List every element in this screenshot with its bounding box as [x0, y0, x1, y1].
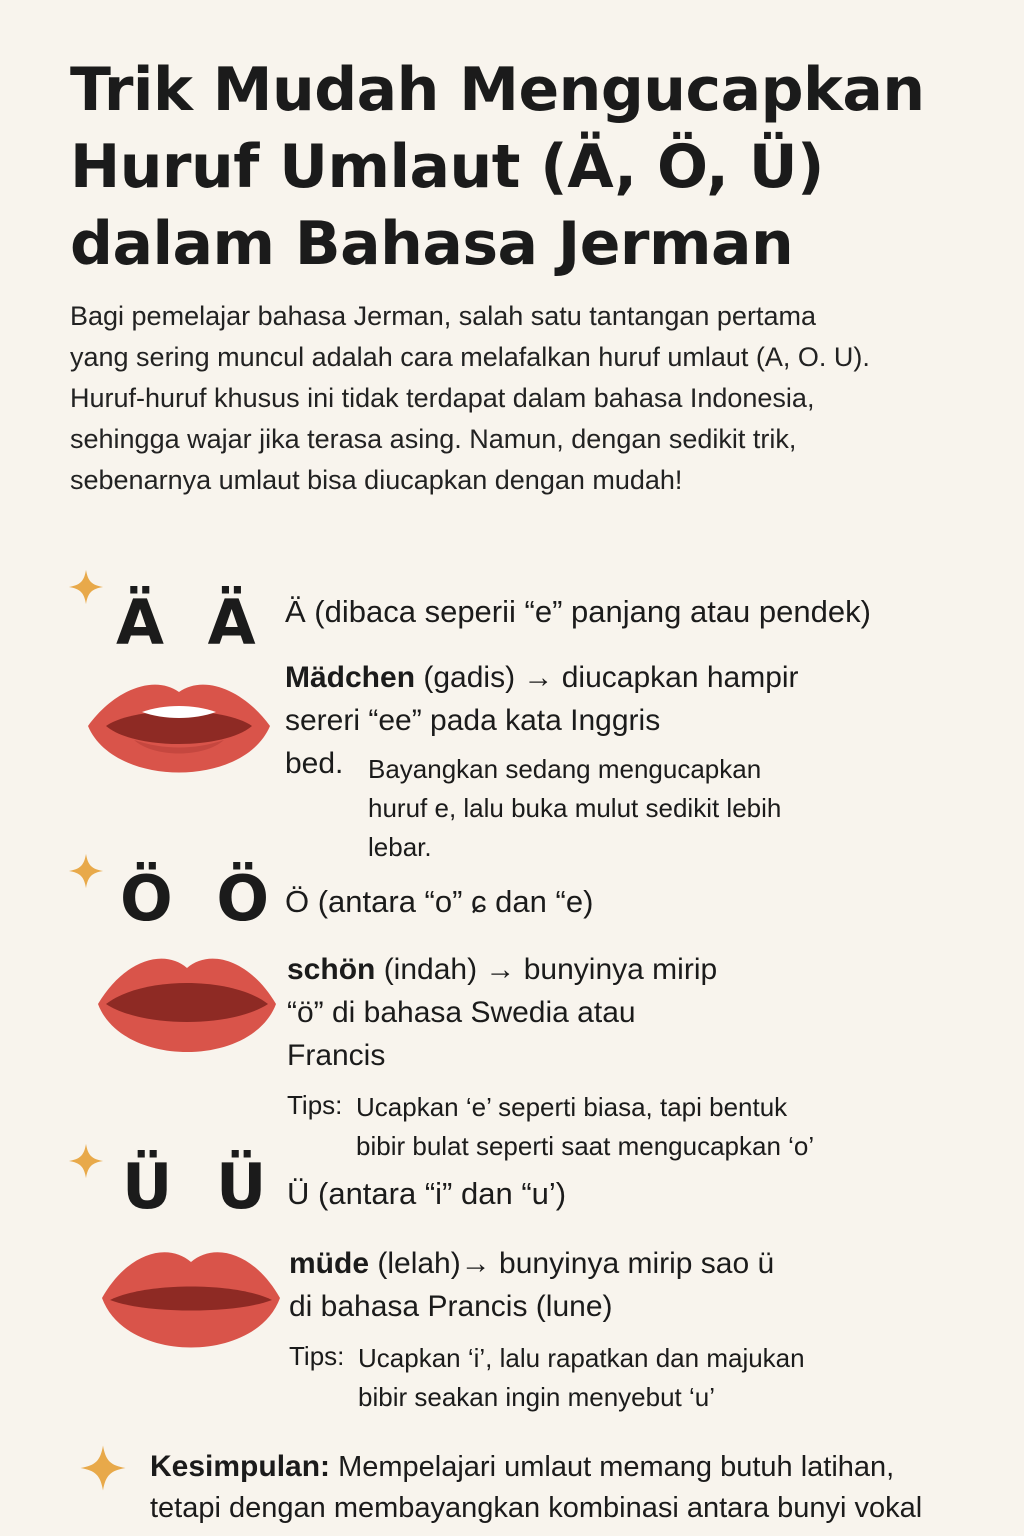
- sparkle-icon: [67, 568, 105, 606]
- letter-pair-o: [120, 862, 289, 935]
- title-line-2: Huruf Umlaut (Ä, Ö, Ü): [70, 132, 824, 202]
- example-line: Francis: [287, 1039, 386, 1072]
- section-heading-o: Ö (antara “o” ɕ dan “e): [285, 884, 594, 919]
- intro-line: sebenarnya umlaut bisa diucapkan dengan mudah!: [70, 465, 683, 495]
- title-line-3: dalam Bahasa Jerman: [70, 209, 794, 279]
- umlaut-letter: Ä: [116, 586, 166, 659]
- conclusion-text: Mempelajari umlaut memang butuh latihan,: [330, 1451, 895, 1483]
- tip-line: bibir bulat seperti saat mengucapkan ‘o’: [356, 1131, 815, 1161]
- conclusion: [150, 1446, 1010, 1529]
- example-line: bed.: [285, 747, 344, 780]
- example-rest: (gadis) → diucapkan hampir: [415, 661, 799, 694]
- lips-icon: [92, 946, 282, 1066]
- conclusion-line: [150, 1446, 1010, 1488]
- example-line: [287, 948, 717, 991]
- example-line: di bahasa Prancis (lune): [289, 1290, 613, 1323]
- example-line: [289, 1242, 774, 1285]
- intro-paragraph: [70, 296, 1000, 501]
- tip-text-o: [356, 1088, 814, 1166]
- section-heading-a: Ä (dibaca seperii “e” panjang atau pendek): [285, 594, 871, 629]
- intro-line: Bagi pemelajar bahasa Jerman, salah satu tantangan pertama: [70, 301, 816, 331]
- example-line: [285, 656, 799, 699]
- example-rest: (indah) → bunyinya mirip: [375, 953, 718, 986]
- tips-label: Tips:: [287, 1090, 343, 1120]
- conclusion-label: Kesimpulan:: [150, 1450, 331, 1483]
- tip-text-a: [368, 750, 781, 867]
- umlaut-letter: Ä: [207, 586, 258, 659]
- intro-line: sehingga wajar jika terasa asing. Namun, dengan sedikit trik,: [70, 424, 797, 454]
- umlaut-letter: Ö: [216, 862, 272, 935]
- tip-line: Ucapkan ‘i’, lalu rapatkan dan majukan: [358, 1343, 805, 1373]
- example-word: schön: [287, 953, 376, 986]
- sparkle-icon: [67, 1142, 105, 1180]
- conclusion-line: tetapi dengan membayangkan kombinasi antara bunyi vokal: [150, 1492, 923, 1524]
- tip-line: huruf e, lalu buka mulut sedikit lebih: [368, 793, 782, 823]
- example-line: “ö” di bahasa Swedia atau: [287, 996, 636, 1029]
- umlaut-letter: Ö: [120, 862, 175, 935]
- sparkle-icon: [67, 852, 105, 890]
- example-word: Mädchen: [285, 661, 416, 694]
- example-line: sereri “ee” pada kata Inggris: [285, 704, 661, 737]
- sparkle-icon: [78, 1443, 128, 1493]
- intro-line: Huruf-huruf khusus ini tidak terdapat dalam bahasa Indonesia,: [70, 383, 815, 413]
- tip-line: Ucapkan ‘e’ seperti biasa, tapi bentuk: [356, 1092, 788, 1122]
- umlaut-letter: Ü: [122, 1150, 175, 1223]
- letter-pair-u: [122, 1150, 286, 1223]
- intro-line: yang sering muncul adalah cara melafalkan huruf umlaut (A, O. U).: [70, 342, 870, 372]
- lips-icon: [84, 668, 274, 788]
- letter-pair-a: [116, 586, 276, 659]
- tip-line: Bayangkan sedang mengucapkan: [368, 754, 762, 784]
- tip-line: lebar.: [368, 832, 432, 862]
- umlaut-letter: Ü: [215, 1150, 269, 1223]
- example-word: müde: [289, 1247, 370, 1280]
- tips-label: Tips:: [289, 1341, 345, 1371]
- title-line-1: Trik Mudah Mengucapkan: [70, 55, 925, 125]
- example-rest: (lelah)→ bunyinya mirip sao ü: [369, 1247, 775, 1280]
- lips-icon: [96, 1240, 286, 1360]
- example-text-u: [289, 1242, 774, 1328]
- page-title: [70, 52, 990, 283]
- tip-line: bibir seakan ingin menyebut ‘u’: [358, 1382, 715, 1412]
- section-heading-u: Ü (antara “i” dan “u’): [287, 1176, 567, 1211]
- example-text-o: [287, 948, 717, 1077]
- tip-text-u: [358, 1339, 805, 1417]
